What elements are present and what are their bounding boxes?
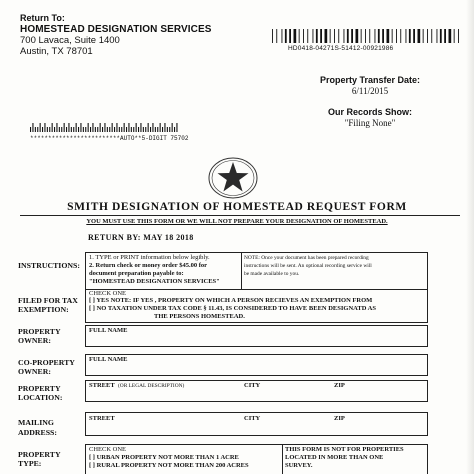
postal-bar [32,123,33,132]
postal-bar [140,123,141,132]
property-type-label-2: TYPE: [18,459,42,468]
return-city: Austin, TX 78701 [20,46,93,57]
postal-bar [90,127,91,132]
postal-bar [155,127,156,132]
barcode-bar [299,29,300,43]
postal-bar [49,127,50,132]
postal-bar [109,127,110,132]
instructions-divider [241,253,242,289]
instruction-line-3: document preparation payable to: [89,270,184,277]
postal-bar [152,123,153,132]
return-street: 700 Lavaca, Suite 1400 [20,35,120,46]
texas-star-seal [205,155,261,201]
postal-bar [37,127,38,132]
postal-bar [47,127,48,132]
postal-bar [97,127,98,132]
postal-bar [102,127,103,132]
property-owner-field[interactable] [85,325,428,347]
property-transfer-label: Property Transfer Date: [319,75,421,85]
instruction-line-4: "HOMESTEAD DESIGNATION SERVICES" [89,278,220,285]
barcode-bar [344,29,345,43]
barcode-bar [351,29,353,43]
mailing-zip-label: ZIP [334,415,345,422]
filed-for-tax-label-1: FILED FOR TAX [18,296,78,305]
barcode-bar [282,29,283,43]
barcode-bar [289,29,291,43]
barcode-bar [313,29,314,43]
postal-bar [35,127,36,132]
postal-bar [162,127,163,132]
co-owner-field[interactable] [85,354,428,376]
barcode-bar [294,29,297,43]
barcode-bar [303,29,304,43]
barcode-bar [423,29,424,43]
property-type-check-one: CHECK ONE [89,446,127,453]
postal-bar [100,123,101,132]
postal-bar [78,127,79,132]
barcode-bar [458,29,459,43]
tax-check-one: CHECK ONE [89,290,127,297]
postal-bar [85,127,86,132]
property-transfer-date: 6/11/2015 [351,86,389,96]
postal-bar [169,127,170,132]
location-street-label: STREET [89,382,115,389]
instruction-note-1: NOTE: Once your document has been prepared recording [244,255,369,261]
barcode-bar [320,29,322,43]
tax-no-option[interactable]: [ ] NO TAXATION UNDER TAX CODE § 11.43, IS CONSIDERED TO HAVE BEEN DESIGNATD AS [89,305,376,312]
barcode-bar [382,29,384,43]
tax-yes-option[interactable]: [ ] YES NOTE: IF YES , PROPERTY ON WHICH A PERSON RECIEVES AN EXEMPTION FROM [89,297,373,304]
barcode-bar [387,29,390,43]
barcode-bar [454,29,455,43]
barcode-bar [440,29,442,43]
postal-bar [71,127,72,132]
property-owner-label-2: OWNER: [18,336,51,345]
postal-bar [40,123,41,132]
property-type-note-2: LOCATED IN MORE THAN ONE [285,454,384,461]
postal-bar [52,123,53,132]
mailing-street-label: STREET [89,415,115,422]
barcode-bar [418,29,421,43]
postal-bar [56,123,57,132]
filed-for-tax-label-2: EXEMPTION: [18,305,69,314]
postal-bar [80,123,81,132]
postal-bar [143,127,144,132]
barcode-number: HD0418-04271S-51412-00921986 [288,45,394,52]
property-owner-label-1: PROPERTY [18,327,61,336]
title-rule [20,215,460,216]
postal-bar [107,127,108,132]
postal-bar [104,123,105,132]
postal-bar [54,127,55,132]
barcode-bar [316,29,318,43]
postal-bar [95,127,96,132]
tracking-barcode [272,29,462,43]
barcode-bar [392,29,393,43]
barcode-bar [272,29,273,43]
records-show-label: Our Records Show: [327,107,412,117]
postal-bar [61,127,62,132]
barcode-bar [361,29,362,43]
postal-bar [68,123,69,132]
form-notice: YOU MUST USE THIS FORM OR WE WILL NOT PREPARE YOUR DESIGNATION OF HOMESTEAD. [86,218,388,225]
barcode-bar [325,29,328,43]
postal-bar [83,127,84,132]
postal-bar [145,127,146,132]
return-to-heading: Return To: [20,13,65,23]
location-zip-label: ZIP [334,382,345,389]
postal-bar [167,127,168,132]
postal-bar [160,123,161,132]
barcode-bar [334,29,335,43]
postal-bar [126,127,127,132]
barcode-bar [276,29,277,43]
postal-bar [76,123,77,132]
property-type-note-3: SURVEY. [285,462,313,469]
postal-bar [88,123,89,132]
postal-bar [112,123,113,132]
return-company: HOMESTEAD DESIGNATION SERVICES [20,24,212,35]
barcode-bar [444,29,446,43]
rural-property-option[interactable]: [ ] RURAL PROPERTY NOT MORE THAN 200 ACRES [89,462,249,469]
postal-bar [66,127,67,132]
postal-bar [174,127,175,132]
postal-bar [136,123,137,132]
barcode-bar [413,29,415,43]
postal-bar [124,123,125,132]
urban-property-option[interactable]: [ ] URBAN PROPERTY NOT MORE THAN 1 ACRE [89,454,239,461]
postal-bar [133,127,134,132]
postal-bar [176,123,177,132]
barcode-bar [330,29,331,43]
instruction-note-3: be made available to you. [244,271,300,277]
location-city-label: CITY [244,382,261,389]
barcode-bar [396,29,397,43]
instruction-line-1: 1. TYPE or PRINT information below legibly. [89,254,210,261]
location-street-hint: (OR LEGAL DESCRIPTION) [118,383,185,389]
barcode-bar [285,29,287,43]
postal-bar [164,123,165,132]
property-type-note-1: THIS FORM IS NOT FOR PROPERTIES [285,446,404,453]
postal-bar [119,127,120,132]
postal-bar [44,123,45,132]
mailing-address-label-2: ADDRESS: [18,428,57,437]
postal-bar [116,123,117,132]
records-show-value: "Filing None" [344,118,396,128]
property-type-label-1: PROPERTY [18,450,61,459]
barcode-bar [400,29,401,43]
return-address-block [20,13,212,57]
postal-bar [121,127,122,132]
barcode-bar [338,29,339,43]
postal-bar [131,127,132,132]
property-owner-full-name-label: FULL NAME [89,327,128,334]
barcode-bar [307,29,308,43]
postal-bar [92,123,93,132]
auto-sort-line: *************************AUTO**5-DIGIT 75702 [30,135,189,142]
scan-edge-shadow [466,0,474,474]
postal-bar [73,127,74,132]
co-owner-full-name-label: FULL NAME [89,356,128,363]
barcode-bar [378,29,380,43]
barcode-bar [437,29,438,43]
mailing-city-label: CITY [244,415,261,422]
postal-bar [64,123,65,132]
co-owner-label-1: CO-PROPERTY [18,358,75,367]
postal-bar [138,127,139,132]
barcode-bar [409,29,411,43]
postal-bar [42,127,43,132]
property-type-divider [282,445,283,474]
postal-bar [59,127,60,132]
property-location-label-1: PROPERTY [18,384,61,393]
property-location-label-2: LOCATION: [18,393,63,402]
barcode-bar [347,29,349,43]
postal-bar [157,127,158,132]
postal-bar [148,123,149,132]
barcode-bar [431,29,432,43]
postal-bar [128,123,129,132]
mailing-address-label-1: MAILING [18,418,54,427]
co-owner-label-2: OWNER: [18,367,51,376]
postal-bar [114,127,115,132]
form-title: SMITH DESIGNATION OF HOMESTEAD REQUEST FORM [67,201,407,213]
tax-note-last-line: THE PERSONS HOMESTEAD. [154,313,245,320]
postal-barcode [30,123,180,132]
barcode-bar [449,29,452,43]
barcode-bar [427,29,428,43]
postal-bar [30,127,31,132]
instructions-label: INSTRUCTIONS: [18,261,80,270]
postal-bar [150,127,151,132]
barcode-bar [369,29,370,43]
instruction-note-2: instructions will be sent. An optional recording service will [244,263,372,269]
instruction-line-2: 2. Return check or money order $45.00 for [89,262,208,269]
barcode-bar [365,29,366,43]
postal-bar [172,123,173,132]
return-by-date: RETURN BY: MAY 18 2018 [88,233,194,242]
barcode-bar [375,29,376,43]
barcode-bar [356,29,359,43]
barcode-bar [406,29,407,43]
